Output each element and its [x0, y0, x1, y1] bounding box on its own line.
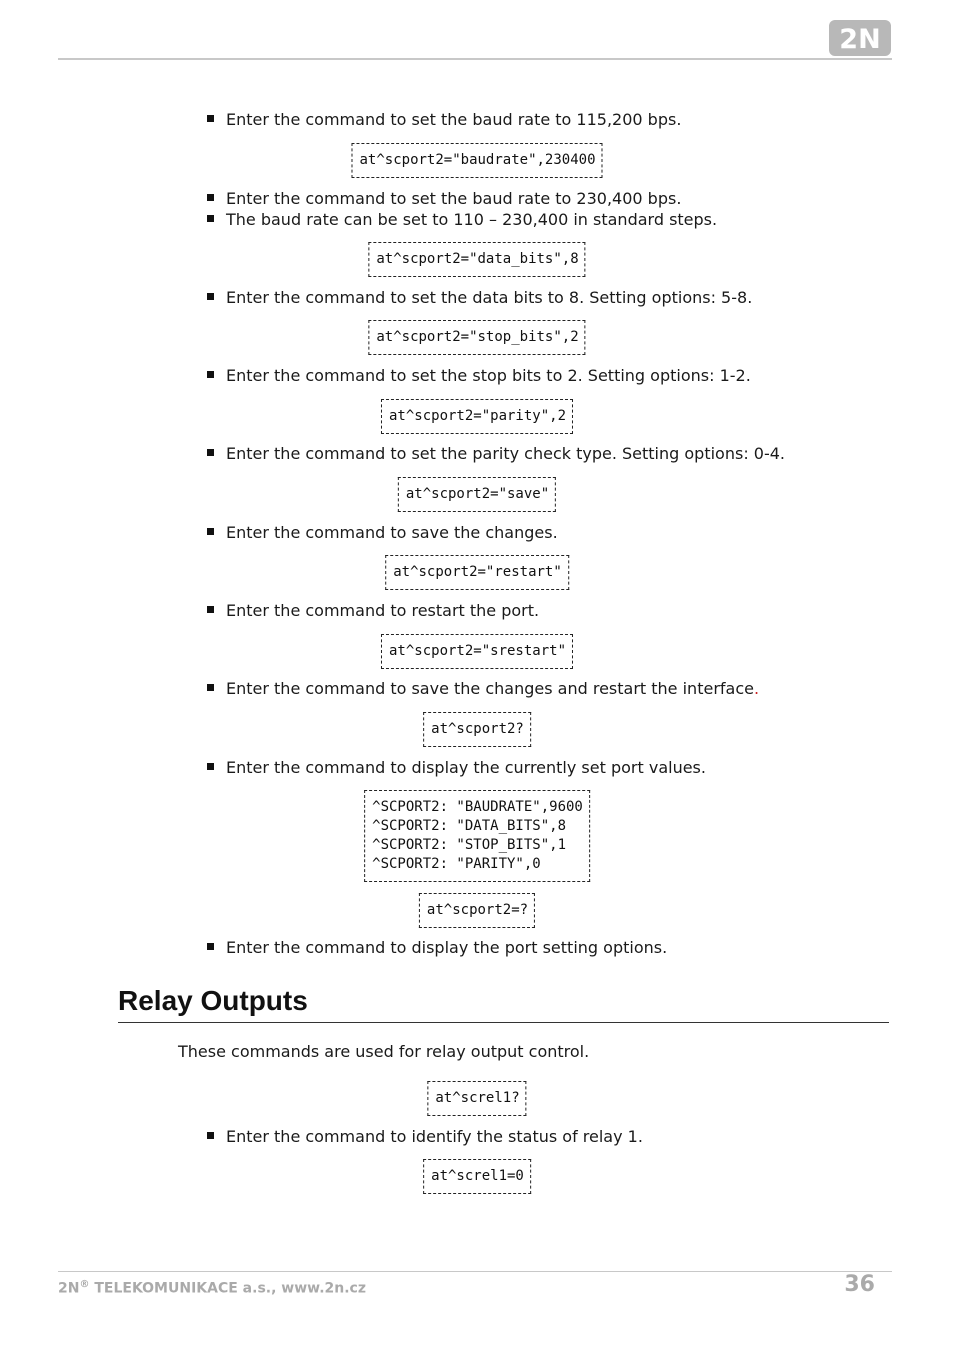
page-number: 36: [844, 1272, 875, 1297]
section-intro: These commands are used for relay output control.: [178, 1042, 590, 1061]
command-output-box: ^SCPORT2: "BAUDRATE",9600 ^SCPORT2: "DATA_BITS",8 ^SCPORT2: "STOP_BITS",1 ^SCPORT2: "PARITY",0: [364, 790, 590, 882]
page-content: Enter the command to set the baud rate to 115,200 bps. at^scport2="baudrate",230400 Enter the command to set the baud rate to 230,400 bps. The baud rate can be set to 110 – 230,400 in standard steps. at^scport2="data_bits",8 Enter the command to set the data bits to 8. Setting options: 5-8. at^scport2="stop_bits",2 Enter the command to set the stop bits to 2. Setting options: 1-2. at^scport2="parity",2 Enter the command to set the parity check type. Setting options: 0-4. at^scport2="save" Enter the command to save the changes. at^scport2="restart" Enter the command to restart the port. at^scport2="srestart" Enter the command to save the changes and restart the interface. at^scport2? Enter the command to display the currently set port values. ^SCPORT2: "BAUDRATE",9600 ^SCPORT2: "DATA_BITS",8 ^SCPORT2: "STOP_BITS",1 ^SCPORT2: "PARITY",0 at^scport2=? Enter the command to display the port setting options. Relay Outputs These commands are used for relay output control. at^screl1? Enter the command to identify the status of relay 1. at^screl1=0: [0, 0, 954, 1350]
command-box: at^scport2="srestart": [381, 634, 573, 669]
command-box: at^scport2="save": [398, 477, 556, 512]
command-box: at^scport2="restart": [385, 555, 569, 590]
section-heading: Relay Outputs: [118, 985, 308, 1016]
command-box: at^scport2="baudrate",230400: [351, 143, 602, 178]
command-box: at^scport2="stop_bits",2: [368, 320, 585, 355]
svg-text:2N: 2N: [839, 24, 881, 55]
command-box: at^scport2?: [423, 712, 531, 747]
command-box: at^screl1?: [427, 1081, 526, 1116]
command-box: at^scport2="parity",2: [381, 399, 573, 434]
footer-divider: [58, 1271, 892, 1272]
command-box: at^scport2=?: [419, 893, 535, 928]
section-divider: [118, 1022, 889, 1023]
command-box: at^screl1=0: [423, 1159, 531, 1194]
command-box: at^scport2="data_bits",8: [368, 242, 585, 277]
footer-company: 2N® TELEKOMUNIKACE a.s., www.2n.cz: [58, 1279, 366, 1297]
